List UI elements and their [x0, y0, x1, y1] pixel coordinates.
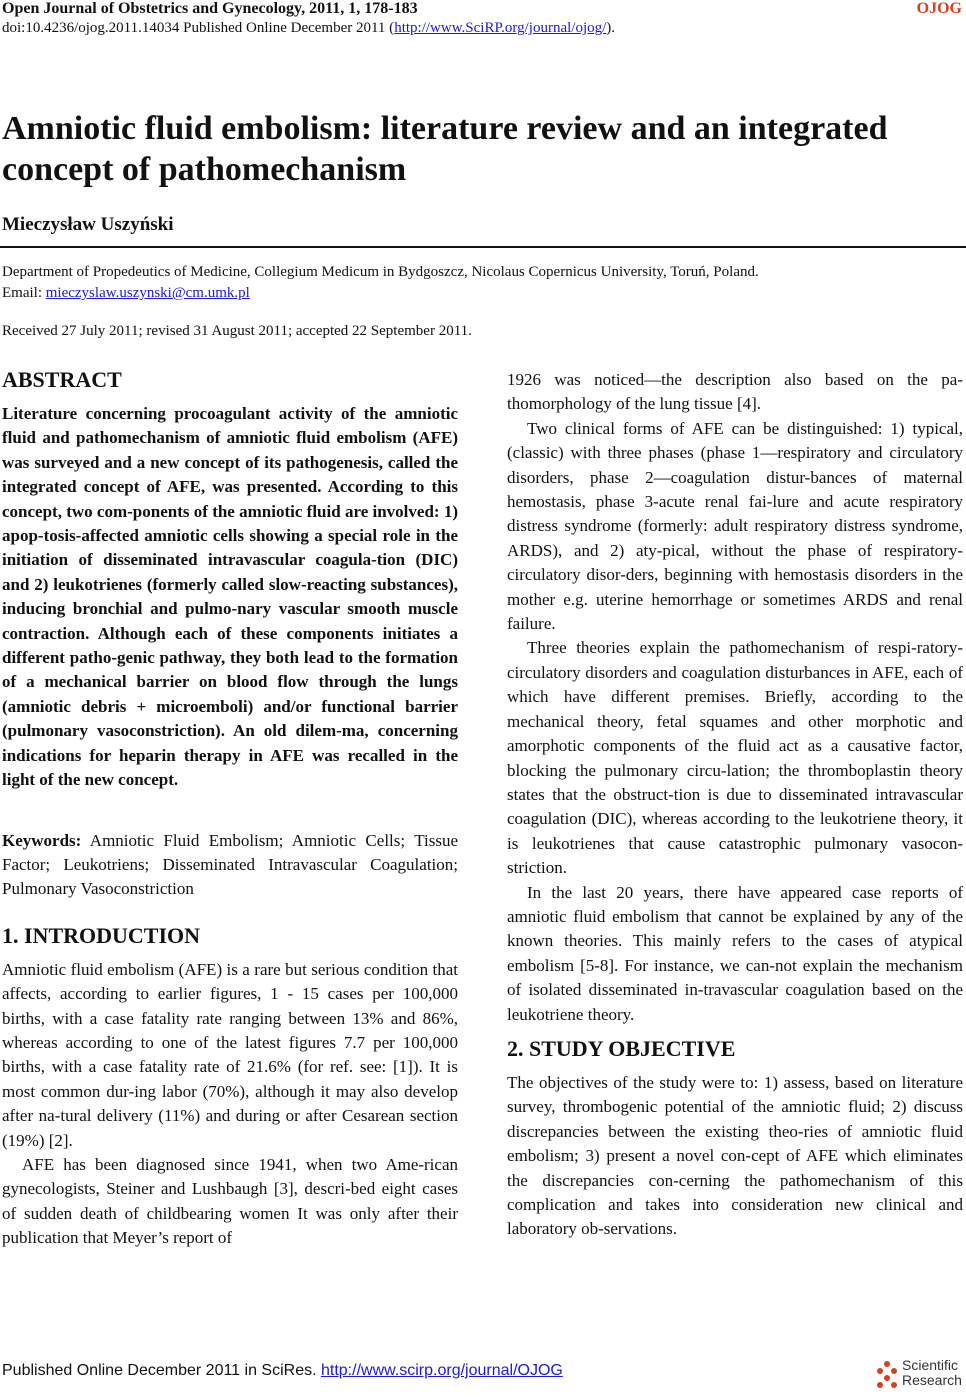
intro-paragraph-3: Two clinical forms of AFE can be distinguished: 1) typical, (classic) with three phases (phase 1—respiratory and circulatory disorders, phase 2—coagulation distur-bances of maternal hemostasis, phase 3-acute renal fai-lure and acute respiratory distress syndrome (formerly: adult respiratory distress syndrome, ARDS), and 2) aty-pical, without the phase of respiratory-circulatory disor-ders, beginning with hemostasis disorders in the mother e.g. uterine hemorrhage or sometimes ARDS and renal failure.	[507, 418, 963, 634]
keywords-label: Keywords:	[2, 830, 82, 850]
right-column	[507, 368, 963, 1242]
paper-title: Amniotic fluid embolism: literature review and an integrated concept of pathomechanism	[2, 110, 888, 188]
keywords	[2, 829, 458, 902]
intro-paragraph-1: Amniotic fluid embolism (AFE) is a rare but serious condition that affects, according to earlier figures, 1 - 15 cases per 100,000 births, with a case fatality rate ranging between 13% and 86%, whereas according to one of the latest figures 7.7 per 100,000 births, with a case fatality rate of 21.6% (for ref. see: [1]). It is most common dur-ing labor (70%), although it may also develop after na-tural delivery (11%) and during or after Cesarean section (19%) [2].	[2, 959, 458, 1150]
footer-text: Published Online December 2011 in SciRes.	[2, 1362, 321, 1379]
abstract-text: Literature concerning procoagulant activity of the amniotic fluid and pathomechanism of amniotic fluid embolism (AFE) was surveyed and a new concept of its pathogenesis, called the integrated concept of AFE, was presented. According to this concept, two com-ponents of the amniotic fluid are involved: 1) apop-tosis-affected amniotic cells showing a special role in the initiation of disseminated intravascular coagula-tion (DIC) and 2) leukotrienes (formerly called slow-reacting substances), inducing bronchial and pulmo-nary vascular smooth muscle contraction. Although each of these components initiates a different patho-genic pathway, they both lead to the formation of a mechanical barrier on blood flow through the lungs (amniotic debris + microemboli) and/or functional barrier (pulmonary vasoconstriction). An old dilem-ma, concerning indications for heparin therapy in AFE was recalled in the light of the new concept.	[2, 404, 458, 790]
objective-heading: 2. STUDY OBJECTIVE	[507, 1035, 736, 1061]
email-label: Email:	[2, 285, 46, 301]
email-line	[2, 283, 759, 304]
intro-paragraph-2: AFE has been diagnosed since 1941, when two Ame-rican gynecologists, Steiner and Lushbaugh [3], descri-bed eight cases of sudden death of childbearing women It was only after their publication that Meyer’s report of	[2, 1154, 458, 1248]
logo-mark-icon	[874, 1358, 900, 1392]
intro-paragraph-4: Three theories explain the pathomechanism of respi-ratory-circulatory disorders and coagulation disturbances in AFE, each of which have different premises. Briefly, according to the mechanical theory, fetal squames and other morphotic and amorphotic components of the fluid act as a causative factor, blocking the pulmonary circu-lation; the thromboplastin theory states that the obstruct-tion is due to disseminated intravascular coagulation (DIC), whereas according to the leukotriene theory, it is leukotrienes that cause catastrophic pulmonary vasocon-striction.	[507, 638, 963, 878]
email-link[interactable]: mieczyslaw.uszynski@cm.umk.pl	[45, 285, 250, 301]
logo-line-1: Scientific	[902, 1357, 959, 1373]
doi-line	[2, 20, 615, 37]
journal-header: Open Journal of Obstetrics and Gynecology, 2011, 1, 178-183	[2, 0, 418, 17]
logo-line-2: Research	[902, 1372, 962, 1388]
affiliation: Department of Propedeutics of Medicine, Collegium Medicum in Bydgoszcz, Nicolaus Copernicus University, Toruń, Poland.	[2, 264, 759, 280]
intro-paragraph-5: In the last 20 years, there have appeared case reports of amniotic fluid embolism that cannot be explained by any of the known theories. This mainly refers to the cases of atypical embolism [5-8]. For instance, we can-not explain the mechanism of isolated disseminated in-travascular coagulation based on the leukotriene theory.	[507, 882, 963, 1024]
affiliation-block	[2, 262, 759, 304]
author-name: Mieczysław Uszyński	[2, 214, 174, 235]
doi-text: doi:10.4236/ojog.2011.14034 Published Online December 2011 (	[2, 20, 395, 36]
footer-link[interactable]: http://www.scirp.org/journal/OJOG	[320, 1362, 563, 1379]
keywords-text: Amniotic Fluid Embolism; Amniotic Cells; Tissue Factor; Leukotriens; Disseminated Intravascular Coagulation; Pulmonary Vasoconstriction	[2, 830, 458, 899]
journal-link[interactable]: http://www.SciRP.org/journal/ojog/	[394, 20, 607, 36]
left-column	[2, 366, 458, 1251]
intro-paragraph-2-continued: 1926 was noticed—the description also based on the pa-thomorphology of the lung tissue [4].	[507, 370, 963, 414]
doi-suffix: ).	[606, 20, 616, 36]
introduction-heading: 1. INTRODUCTION	[2, 922, 201, 948]
scientific-research-logo	[874, 1358, 962, 1392]
objective-paragraph: The objectives of the study were to: 1) assess, based on literature survey, thrombogenic potential of the amniotic fluid; 2) discuss discrepancies between the existing theo-ries of amniotic fluid embolism; 3) present a novel con-cept of AFE which eliminates the discrepancies con-cerning the pathomechanism of this complication and takes into consideration new clinical and laboratory ob-servations.	[507, 1072, 963, 1239]
received-dates: Received 27 July 2011; revised 31 August 2011; accepted 22 September 2011.	[2, 323, 472, 339]
footer	[2, 1362, 563, 1380]
journal-code: OJOG	[916, 0, 962, 17]
abstract-heading: ABSTRACT	[2, 367, 122, 392]
logo-text	[902, 1358, 962, 1388]
header-rule	[0, 246, 966, 248]
